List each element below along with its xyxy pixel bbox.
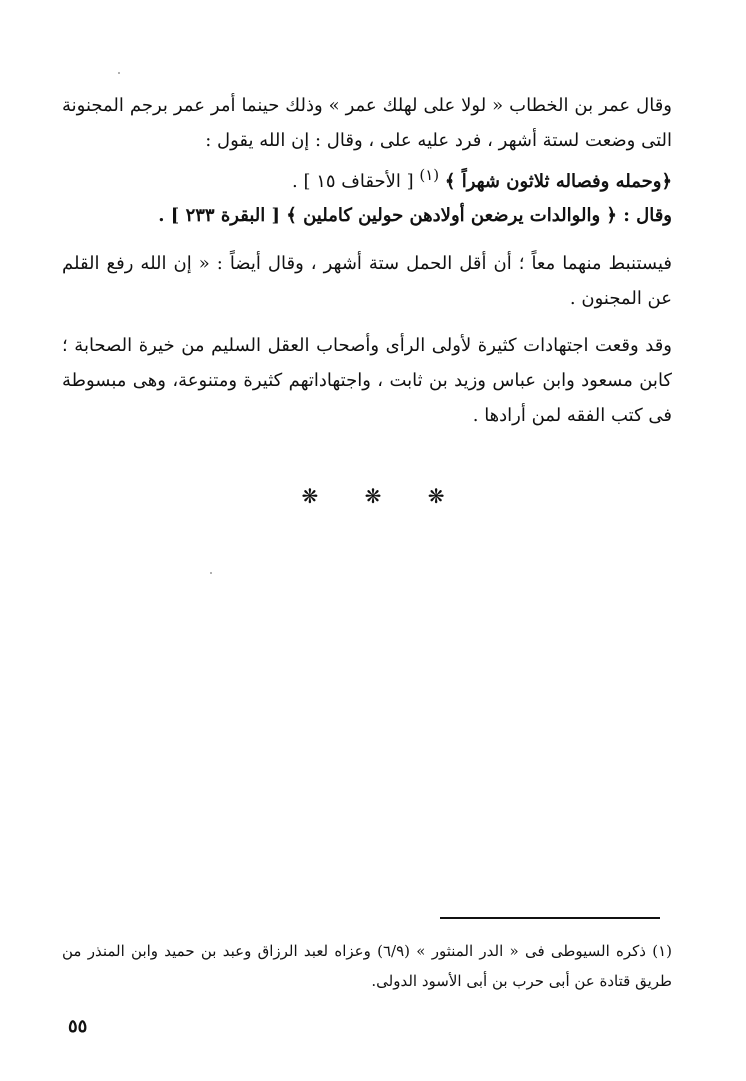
footnote-divider bbox=[440, 917, 660, 919]
speck bbox=[118, 72, 120, 74]
speck bbox=[210, 572, 212, 574]
section-separator bbox=[0, 484, 746, 508]
verse-citation: [ الأحقاف ١٥ ] . bbox=[292, 171, 414, 192]
star-ornament-icon: ❋ bbox=[427, 484, 445, 508]
paragraph-text: فيستنبط منهما معاً ؛ أن أقل الحمل ستة أشهر ، وقال أيضاً : « إن الله رفع القلم عن المجنون . bbox=[62, 253, 672, 309]
paragraph-inference bbox=[62, 246, 672, 316]
star-ornament-icon: ❋ bbox=[301, 484, 319, 508]
paragraph-omar-quote bbox=[62, 88, 672, 199]
paragraph-text: وقال : ﴿ والوالدات يرضعن أولادهن حولين كاملين ﴾ [ البقرة ٢٣٣ ] . bbox=[158, 205, 672, 226]
paragraph-text: وقال عمر بن الخطاب « لولا على لهلك عمر » وذلك حينما أمر عمر برجم المجنونة التى وضعت لستة أشهر ، فرد عليه على ، وقال : إن الله يقول : bbox=[62, 95, 672, 151]
footnote: (١) ذكره السيوطى فى « الدر المنثور » (٦/٩) وعزاه لعبد الرزاق وعبد بن حميد وابن المنذر من طريق قتادة عن أبى حرب بن أبى الأسود الدولى. bbox=[62, 942, 672, 990]
footnote-reference: (١) bbox=[419, 166, 440, 184]
page-number: ٥٥ bbox=[68, 1016, 88, 1037]
star-ornament-icon: ❋ bbox=[364, 484, 382, 508]
paragraph-text: وقد وقعت اجتهادات كثيرة لأولى الرأى وأصحاب العقل السليم من خيرة الصحابة ؛ كابن مسعود وابن عباس وزيد بن ثابت ، واجتهاداتهم كثيرة ومتنوعة، وهى مبسوطة فى كتب الفقه لمن أرادها . bbox=[62, 335, 672, 426]
paragraph-baqara-verse bbox=[62, 198, 672, 233]
paragraph-ijtihad bbox=[62, 328, 672, 433]
quran-verse-ahqaf: ﴿وحمله وفصاله ثلاثون شهراً ﴾ bbox=[444, 171, 672, 192]
